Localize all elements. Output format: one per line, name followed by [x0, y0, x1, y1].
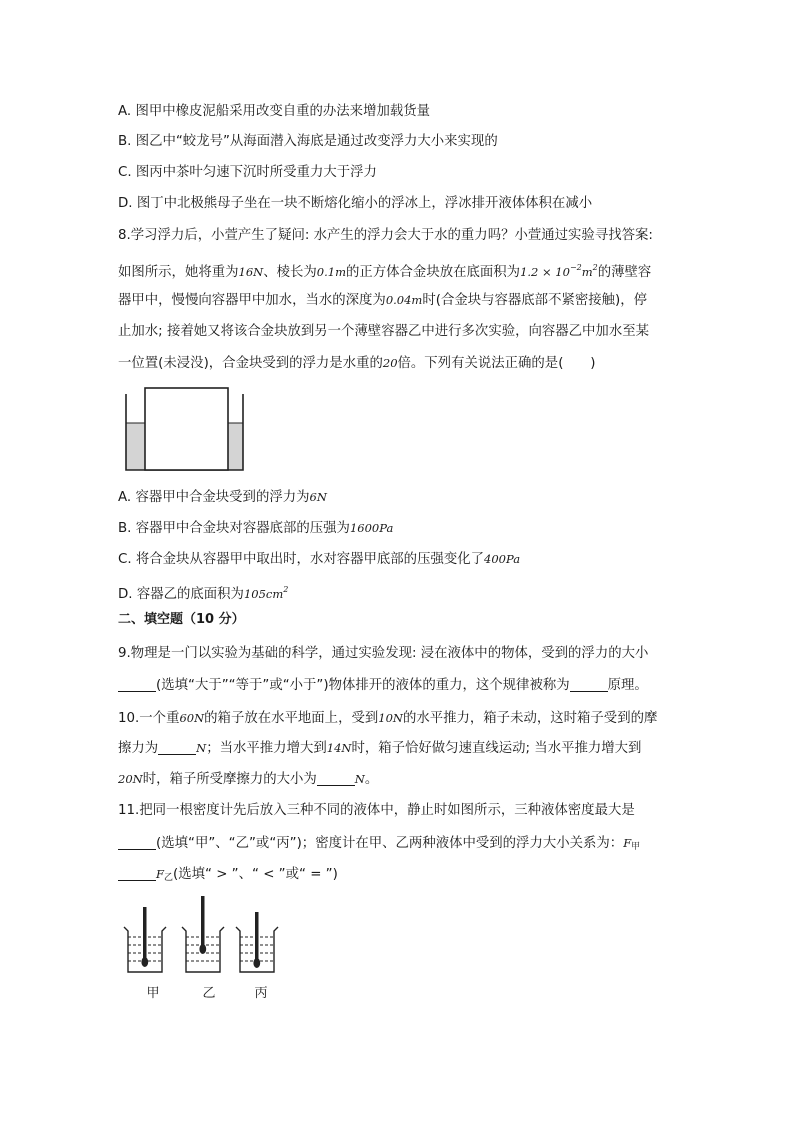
- beaker-yi: [182, 896, 224, 972]
- q8-option-d: [118, 580, 288, 605]
- q8-text: 时(合金块与容器底部不紧密接触)，停: [422, 293, 648, 308]
- math-value: 20N: [118, 772, 143, 786]
- math-unit: N: [354, 772, 365, 786]
- math-exponent: 2: [283, 585, 289, 594]
- answer-blank[interactable]: [317, 771, 355, 786]
- math-depth: 0.04m: [385, 293, 423, 307]
- math-value: 10N: [378, 711, 403, 725]
- q7-option-d: D. 图丁中北极熊母子坐在一块不断熔化缩小的浮冰上，浮冰排开液体体积在减小: [118, 196, 593, 211]
- option-text: D. 容器乙的底面积为: [118, 587, 244, 602]
- hydrometer-bulb: [141, 957, 148, 967]
- beaker-label-yi: 乙: [202, 986, 216, 1001]
- math-exponent: 2: [592, 263, 598, 272]
- q8-text: 的正方体合金块放在底面积为: [345, 265, 521, 280]
- q10-text: 的水平推力，箱子未动，这时箱子受到的摩: [402, 711, 658, 726]
- q8-line-1: 8.学习浮力后，小萱产生了疑问: 水产生的浮力会大于水的重力吗？小萱通过实验寻找答案:: [118, 228, 653, 243]
- option-value: 400Pa: [484, 552, 521, 566]
- q9-line-2: [118, 676, 648, 696]
- q8-text: 器甲中，慢慢向容器甲中加水，当水的深度为: [118, 293, 386, 308]
- math-subscript: 甲: [631, 842, 641, 852]
- answer-blank[interactable]: [158, 740, 196, 755]
- q7-option-b: B. 图乙中“蛟龙号”从海面潜入海底是通过改变浮力大小来实现的: [118, 134, 498, 149]
- q8-option-b: [118, 518, 393, 539]
- answer-blank[interactable]: [118, 677, 156, 692]
- hydrometer-stem: [255, 912, 259, 962]
- q8-text: 、棱长为: [263, 265, 317, 280]
- q8-line-5: [118, 353, 595, 374]
- q10-text: 时，箱子恰好做匀速直线运动; 当水平推力增大到: [351, 741, 642, 756]
- water-right: [228, 423, 243, 470]
- q11-line-2: [118, 833, 640, 857]
- math-weight: 16N: [238, 265, 264, 279]
- q11-text: (选填“ > ”、“ < ”或“ = ”): [173, 867, 338, 882]
- math-area: 1.2 × 10: [520, 265, 570, 279]
- option-value: 105cm: [243, 587, 284, 601]
- math-edge: 0.1m: [316, 265, 346, 279]
- option-value: 6N: [309, 490, 327, 504]
- math-value: 14N: [326, 741, 352, 755]
- q8-text: 如图所示，她将重为: [118, 265, 239, 280]
- option-text: A. 容器甲中合金块受到的浮力为: [118, 490, 310, 505]
- q7-option-c: C. 图丙中茶叶匀速下沉时所受重力大于浮力: [118, 165, 377, 180]
- q8-line-3: [118, 290, 647, 311]
- answer-blank[interactable]: [570, 677, 608, 692]
- q7-option-a: A. 图甲中橡皮泥船采用改变自重的办法来增加载货量: [118, 104, 431, 119]
- container-cube-figure: [120, 386, 248, 474]
- q8-text: 一位置(未浸没)，合金块受到的浮力是水重的: [118, 356, 383, 371]
- q10-text: 的箱子放在水平地面上，受到: [204, 711, 379, 726]
- answer-blank[interactable]: [118, 835, 156, 850]
- q10-text: 时，箱子所受摩擦力的大小为: [142, 772, 317, 787]
- hydrometer-stem: [201, 896, 205, 948]
- q10-text: ；当水平推力增大到: [206, 741, 327, 756]
- q9-text: (选填“大于”“等于”或“小于”)物体排开的液体的重力，这个规律被称为: [156, 678, 570, 693]
- q8-line-4: 止加水; 接着她又将该合金块放到另一个薄壁容器乙中进行多次实验，向容器乙中加水至某: [118, 324, 649, 339]
- q8-text: 的薄壁容: [597, 265, 652, 280]
- math-force: F: [156, 867, 164, 881]
- q10-line-2: [118, 738, 641, 759]
- hydrometer-beakers-figure: [118, 893, 288, 1005]
- math-ratio: 20: [382, 356, 398, 370]
- q10-text: 。: [364, 772, 379, 787]
- q11-text: (选填“甲”、“乙”或“丙”)；密度计在甲、乙两种液体中受到的浮力大小关系为：: [156, 836, 624, 851]
- hydrometer-stem: [143, 907, 147, 961]
- water-left: [126, 423, 145, 470]
- beaker-jia: [124, 907, 166, 972]
- section-heading: 二、填空题（10 分）: [118, 612, 245, 627]
- hydrometer-bulb: [253, 958, 260, 968]
- beaker-label-bing: 丙: [254, 986, 268, 1001]
- q8-option-c: [118, 549, 520, 570]
- q10-line-3: [118, 769, 378, 790]
- q8-option-a: [118, 487, 327, 508]
- math-unit: m: [581, 265, 593, 279]
- math-force: F: [623, 836, 632, 850]
- math-subscript: 乙: [163, 873, 173, 883]
- q10-line-1: [118, 708, 657, 729]
- q8-line-2: [118, 258, 651, 283]
- option-value: 1600Pa: [349, 521, 394, 535]
- q9-text: 原理。: [607, 678, 648, 693]
- hydrometer-bulb: [199, 944, 206, 954]
- q10-text: 擦力为: [118, 741, 159, 756]
- beaker-label-jia: 甲: [146, 986, 160, 1001]
- math-unit: N: [196, 741, 207, 755]
- math-exponent: −2: [569, 263, 582, 272]
- answer-blank[interactable]: [118, 866, 156, 881]
- option-text: B. 容器甲中合金块对容器底部的压强为: [118, 521, 350, 536]
- q11-line-1: 11.把同一根密度计先后放入三种不同的液体中，静止时如图所示，三种液体密度最大是: [118, 803, 635, 818]
- q8-text: 倍。下列有关说法正确的是( ): [397, 356, 596, 371]
- q11-line-3: [118, 864, 338, 888]
- beaker-bing: [236, 912, 278, 972]
- q9-line-1: 9.物理是一门以实验为基础的科学，通过实验发现: 浸在液体中的物体，受到的浮力的大小: [118, 646, 649, 661]
- q10-text: 10.一个重: [118, 711, 180, 726]
- alloy-cube: [145, 388, 228, 470]
- math-value: 60N: [179, 711, 205, 725]
- option-text: C. 将合金块从容器甲中取出时，水对容器甲底部的压强变化了: [118, 552, 485, 567]
